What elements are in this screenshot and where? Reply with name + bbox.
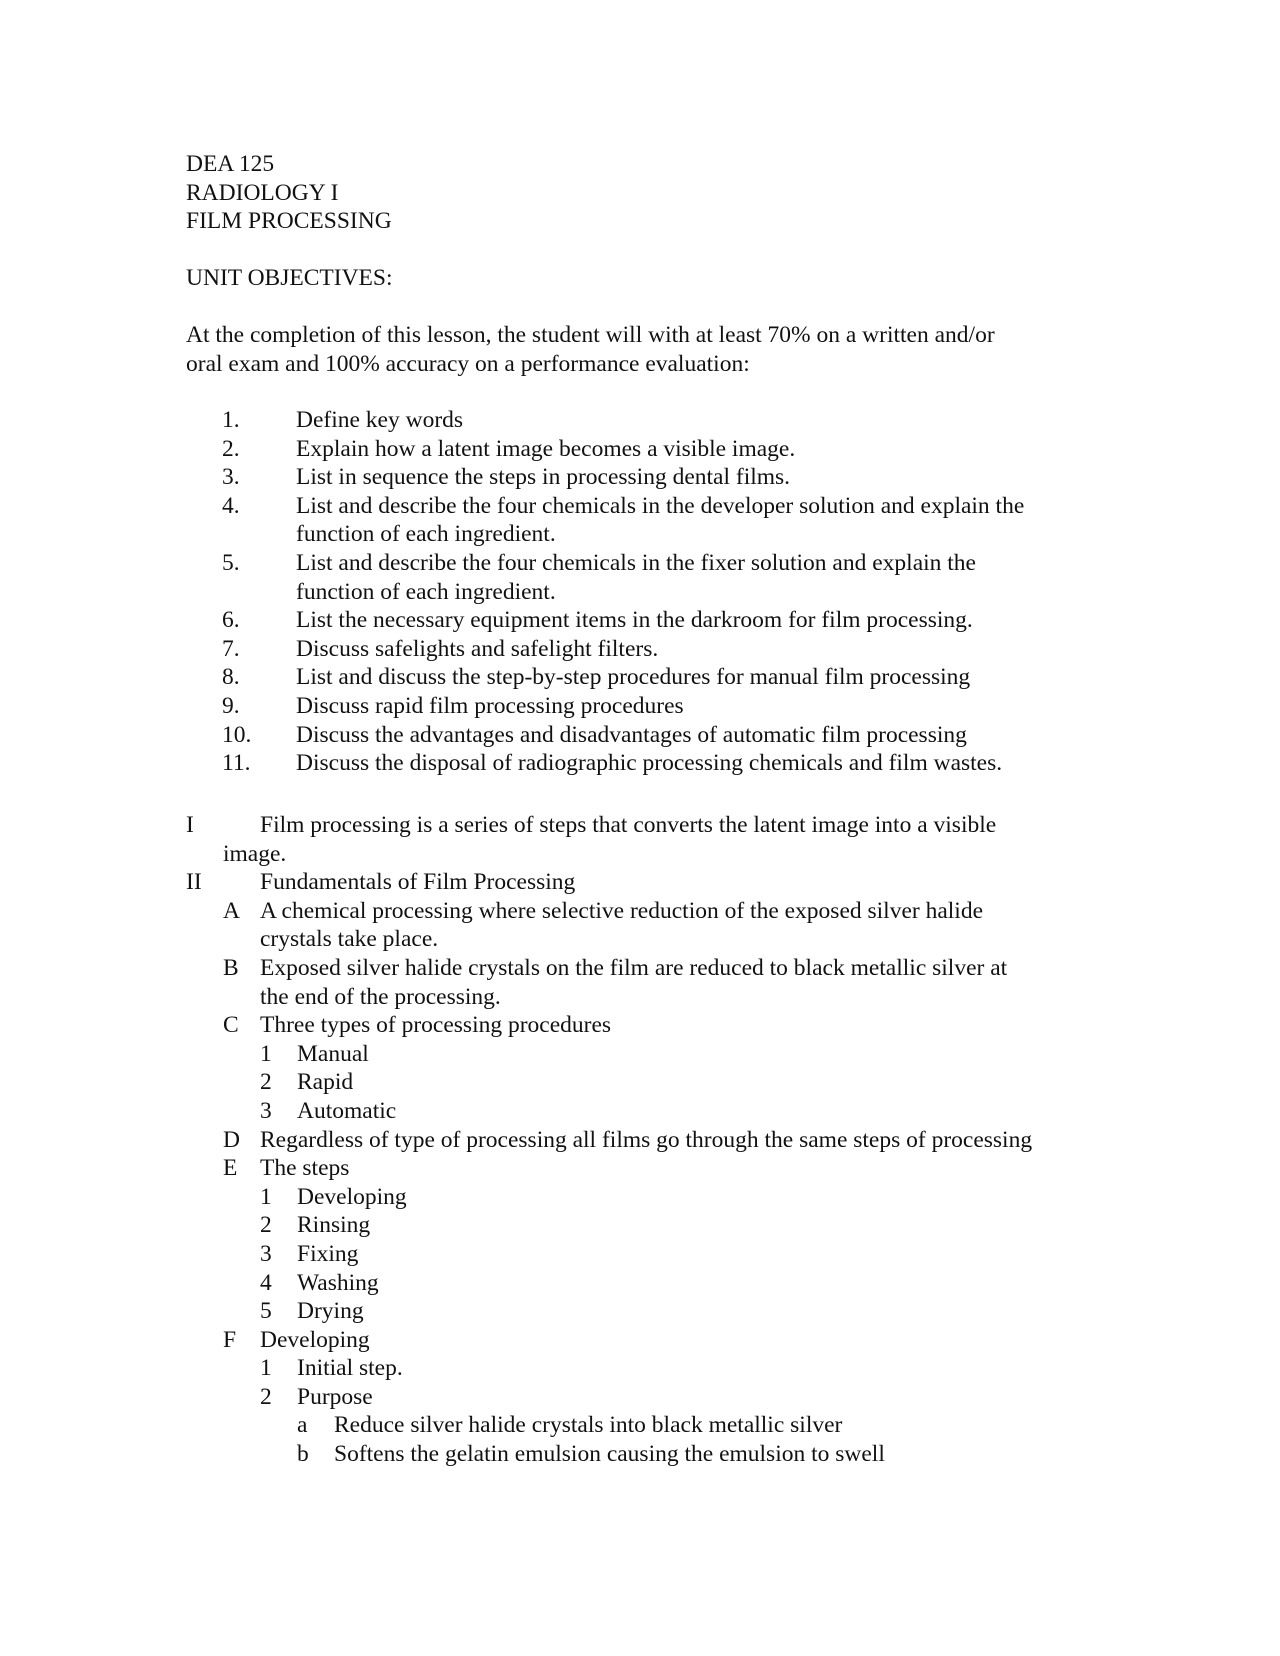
outline-text: Initial step. — [297, 1355, 403, 1382]
outline-number: 2 — [260, 1212, 272, 1239]
outline-subitem — [186, 1097, 1032, 1126]
outline-letter: F — [223, 1326, 237, 1353]
outline-letter: D — [223, 1126, 240, 1153]
outline-text: Exposed silver halide crystals on the film are reduced to black metallic silver at — [260, 954, 1008, 981]
outline-number: 1 — [260, 1040, 272, 1067]
document-header — [186, 150, 392, 236]
outline-text: Softens the gelatin emulsion causing the emulsion to swell — [334, 1441, 885, 1468]
outline-number: 2 — [260, 1383, 272, 1410]
outline-text: Film processing is a series of steps that converts the latent image into a visible — [260, 812, 997, 838]
outline-item-D — [186, 1126, 1032, 1155]
objective-text: List and describe the four chemicals in the fixer solution and explain the — [296, 549, 976, 576]
outline-subitem — [186, 1240, 1032, 1269]
objective-item — [222, 492, 1024, 521]
objective-text: Discuss the disposal of radiographic processing chemicals and film wastes. — [296, 750, 1003, 777]
outline-item-F — [186, 1326, 1032, 1355]
outline-subitem — [186, 1269, 1032, 1298]
outline-letter: b — [297, 1441, 309, 1468]
objective-text: function of each ingredient. — [296, 521, 556, 548]
outline-text: Regardless of type of processing all films go through the same steps of processing — [260, 1126, 1033, 1153]
objectives-heading — [186, 264, 393, 293]
objective-text: Explain how a latent image becomes a visible image. — [296, 435, 796, 462]
outline-text: Automatic — [297, 1097, 397, 1124]
objective-item — [222, 435, 1024, 464]
objective-text: List the necessary equipment items in the darkroom for film processing. — [296, 607, 973, 634]
outline-section-1 — [186, 811, 1032, 840]
outline-text: Rinsing — [297, 1212, 371, 1239]
objective-number: 10. — [222, 721, 252, 748]
outline-subitem — [186, 1354, 1032, 1383]
objective-number: 9. — [222, 692, 240, 719]
objectives-list — [222, 406, 1024, 778]
objective-item — [222, 721, 1024, 750]
objectives-heading-text: UNIT OBJECTIVES: — [186, 265, 393, 291]
intro-line: At the completion of this lesson, the student will with at least 70% on a written and/or — [186, 322, 995, 348]
objective-text: function of each ingredient. — [296, 578, 556, 605]
outline-text: the end of the processing. — [260, 983, 501, 1010]
outline-text: Developing — [260, 1326, 370, 1353]
objective-text: Discuss safelights and safelight filters. — [296, 635, 659, 662]
objective-number: 6. — [222, 607, 240, 634]
objective-number: 8. — [222, 664, 240, 691]
outline-text: image. — [223, 840, 287, 867]
outline-item-A-continuation — [186, 925, 1032, 954]
outline-text: Developing — [297, 1183, 407, 1210]
outline — [186, 811, 1032, 1469]
outline-text: Washing — [297, 1269, 379, 1296]
objective-text: List and describe the four chemicals in the developer solution and explain the — [296, 492, 1025, 519]
outline-letter: a — [297, 1412, 308, 1439]
objective-number: 4. — [222, 492, 240, 519]
outline-text: Manual — [297, 1040, 369, 1067]
roman-numeral: II — [186, 869, 202, 896]
outline-text: Reduce silver halide crystals into black metallic silver — [334, 1412, 843, 1439]
objective-text: Discuss the advantages and disadvantages of automatic film processing — [296, 721, 967, 748]
outline-number: 4 — [260, 1269, 272, 1296]
outline-number: 1 — [260, 1355, 272, 1382]
lesson-topic: FILM PROCESSING — [186, 208, 392, 235]
outline-item-C — [186, 1011, 1032, 1040]
outline-item-A — [186, 897, 1032, 926]
outline-number: 2 — [260, 1069, 272, 1096]
objective-item-continuation — [222, 578, 1024, 607]
outline-item-B-continuation — [186, 983, 1032, 1012]
outline-letter: C — [223, 1012, 239, 1039]
outline-subitem — [186, 1183, 1032, 1212]
objectives-intro — [186, 321, 995, 378]
objective-number: 7. — [222, 635, 240, 662]
outline-subitem — [186, 1040, 1032, 1069]
objective-item — [222, 549, 1024, 578]
outline-subitem — [186, 1297, 1032, 1326]
objective-item — [222, 635, 1024, 664]
outline-item-E — [186, 1154, 1032, 1183]
outline-heading: Fundamentals of Film Processing — [260, 869, 576, 896]
outline-text: The steps — [260, 1155, 350, 1182]
outline-letter: B — [223, 954, 239, 981]
outline-text: Three types of processing procedures — [260, 1012, 612, 1039]
objective-text: Discuss rapid film processing procedures — [296, 692, 684, 719]
objective-text: List in sequence the steps in processing dental films. — [296, 464, 791, 491]
outline-text: A chemical processing where selective reduction of the exposed silver halide — [260, 897, 984, 924]
objective-item — [222, 406, 1024, 435]
objective-item — [222, 749, 1024, 778]
objective-item — [222, 463, 1024, 492]
objective-number: 2. — [222, 435, 240, 462]
intro-line: oral exam and 100% accuracy on a performance evaluation: — [186, 350, 750, 377]
objective-number: 11. — [222, 750, 251, 777]
objective-item — [222, 606, 1024, 635]
outline-number: 3 — [260, 1240, 272, 1267]
outline-letter: A — [223, 897, 240, 924]
outline-text: Purpose — [297, 1383, 373, 1410]
outline-letter: E — [223, 1155, 238, 1182]
outline-text: Drying — [297, 1298, 364, 1325]
outline-text: crystals take place. — [260, 926, 439, 953]
objective-item-continuation — [222, 520, 1024, 549]
outline-number: 1 — [260, 1183, 272, 1210]
outline-number: 3 — [260, 1097, 272, 1124]
outline-subsubitem — [186, 1440, 1032, 1469]
objective-number: 3. — [222, 464, 240, 491]
outline-subitem — [186, 1211, 1032, 1240]
objective-item — [222, 663, 1024, 692]
outline-text: Fixing — [297, 1240, 359, 1267]
outline-section-2 — [186, 868, 1032, 897]
outline-subitem — [186, 1068, 1032, 1097]
outline-subsubitem — [186, 1411, 1032, 1440]
roman-numeral: I — [186, 812, 194, 838]
outline-section-1-continuation — [186, 840, 1032, 869]
objective-number: 1. — [222, 407, 240, 433]
course-code: DEA 125 — [186, 151, 275, 177]
objective-text: List and discuss the step-by-step procedures for manual film processing — [296, 664, 971, 691]
outline-number: 5 — [260, 1298, 272, 1325]
objective-item — [222, 692, 1024, 721]
course-subject: RADIOLOGY I — [186, 179, 339, 206]
outline-item-B — [186, 954, 1032, 983]
outline-subitem — [186, 1383, 1032, 1412]
outline-text: Rapid — [297, 1069, 354, 1096]
objective-number: 5. — [222, 549, 240, 576]
objective-text: Define key words — [296, 407, 464, 433]
